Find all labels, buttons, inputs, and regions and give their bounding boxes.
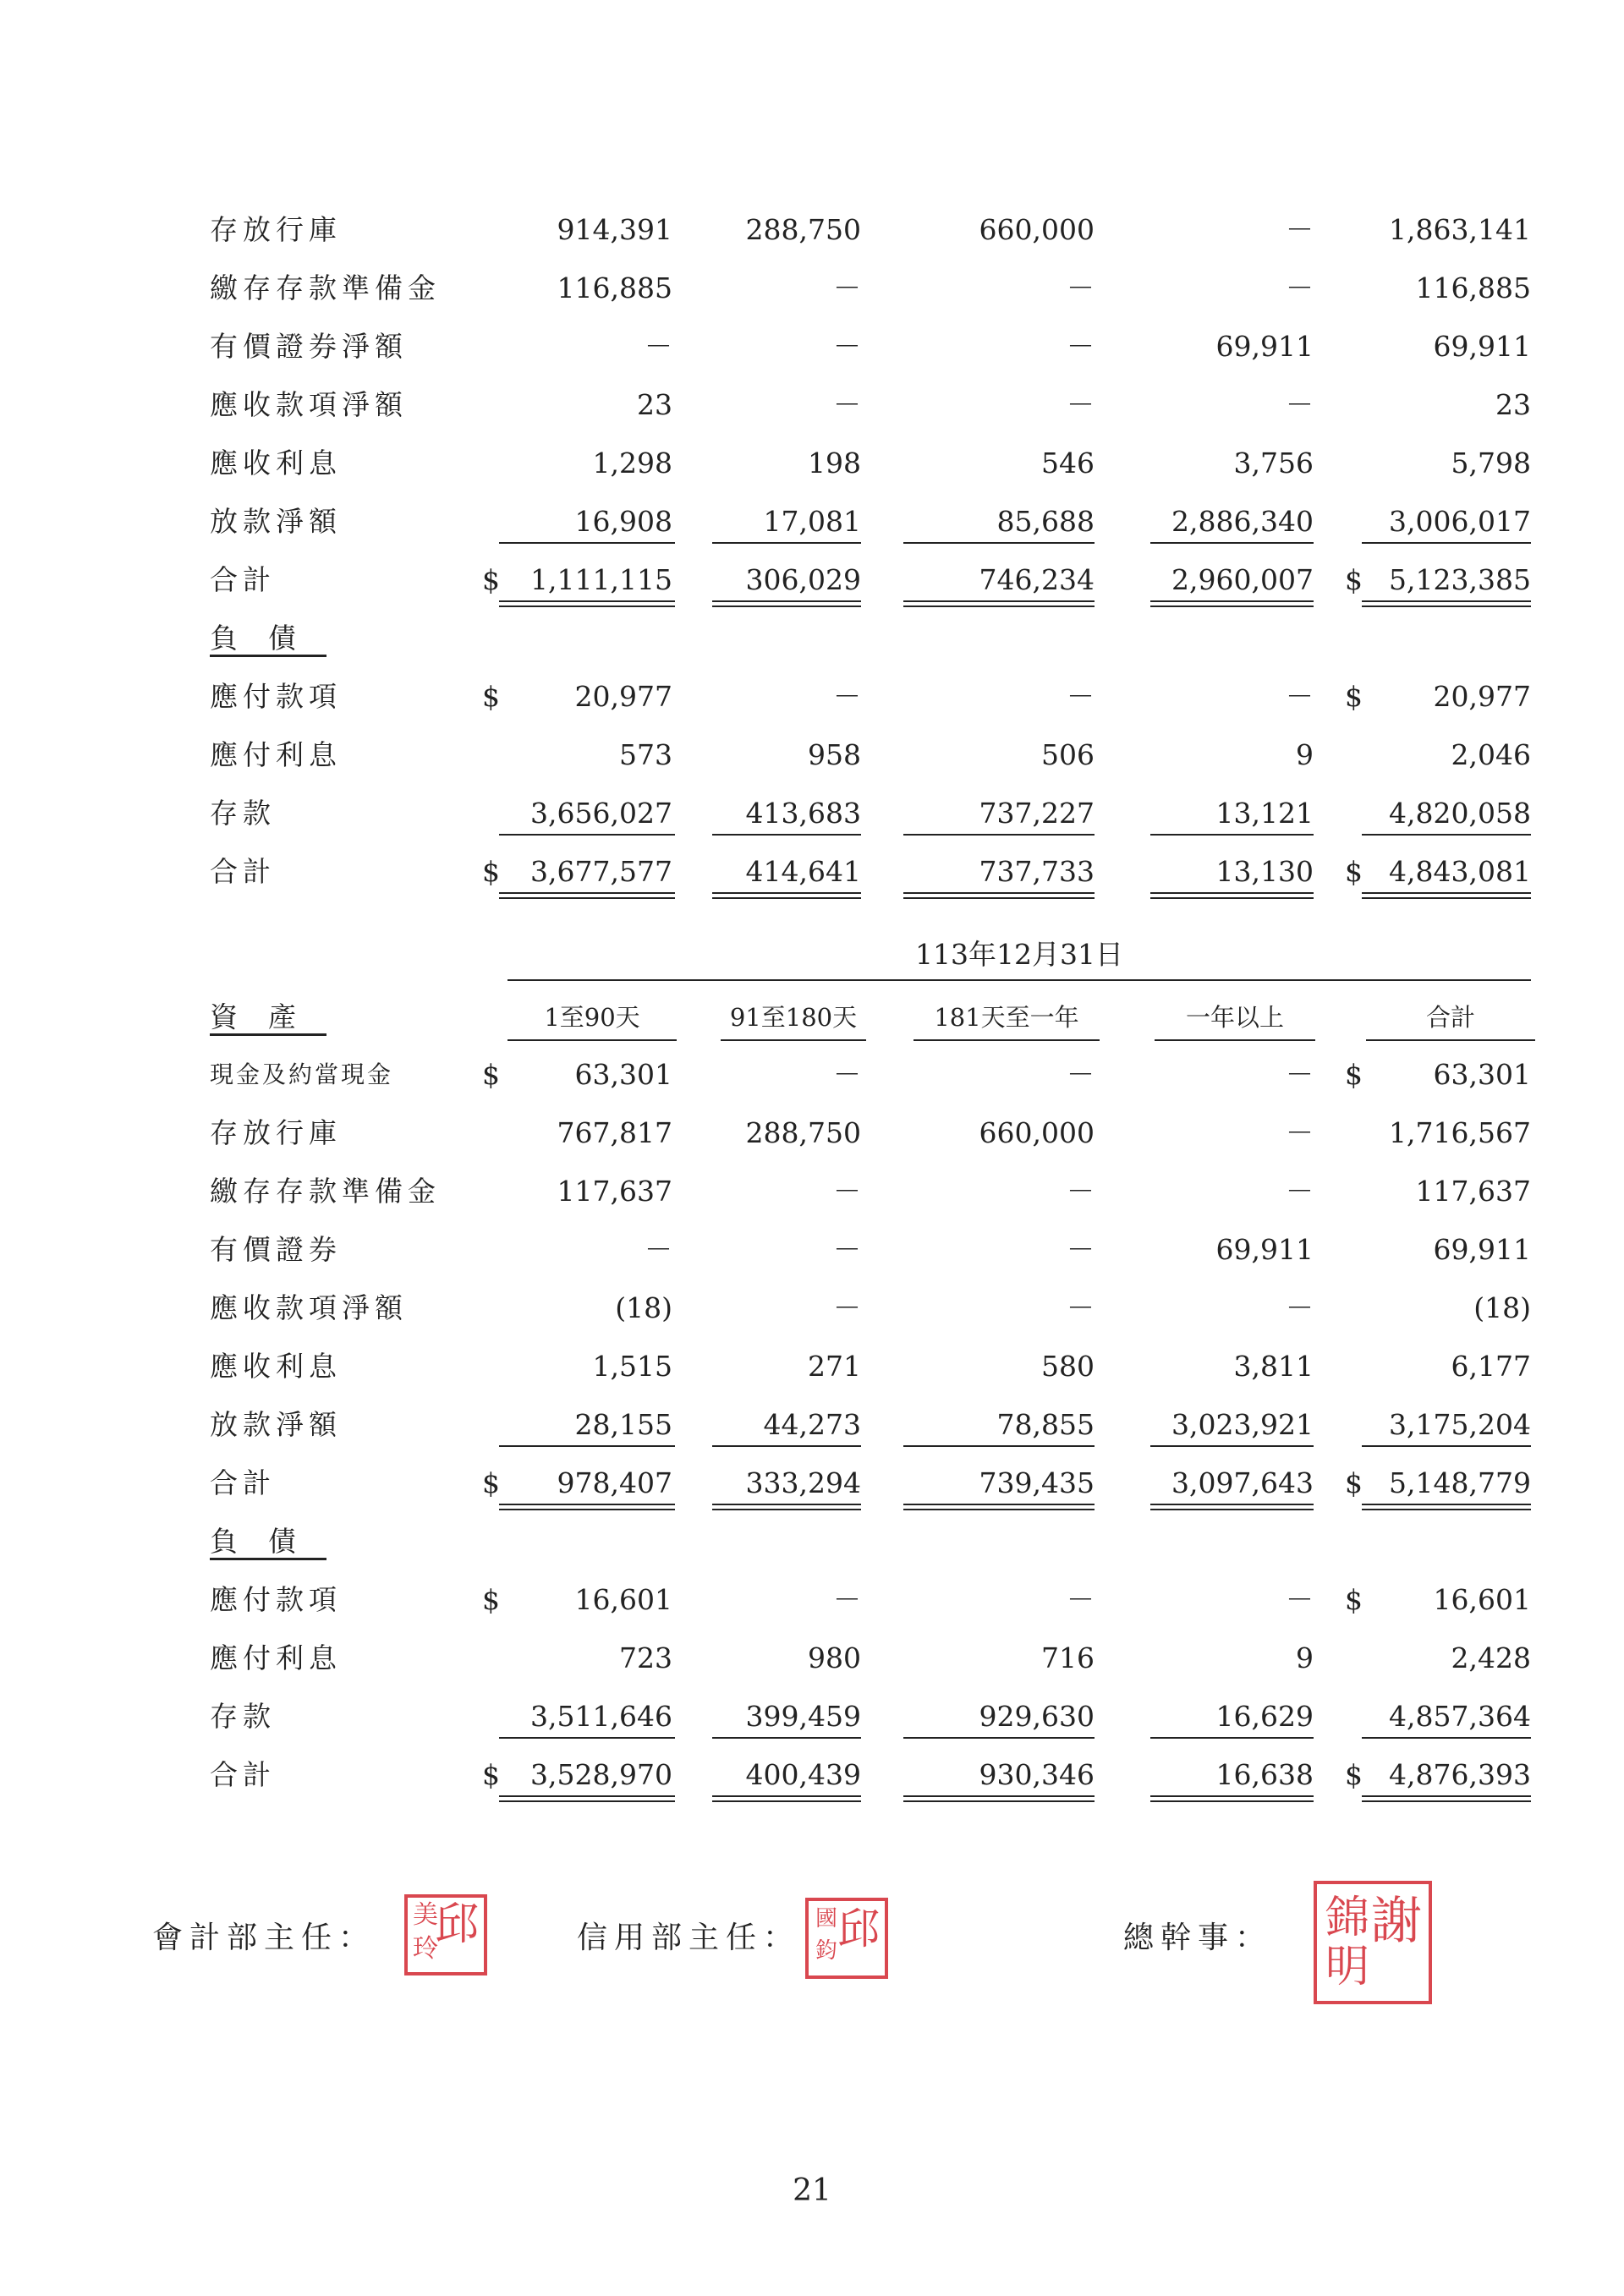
row-label: 應付款項 (210, 1583, 342, 1616)
currency-symbol: $ (1345, 1466, 1363, 1499)
value-cell-c5: 5,148,779 (1389, 1466, 1531, 1499)
value-cell-c4: 69,911 (1215, 1233, 1314, 1266)
value-cell-c2: 271 (808, 1350, 861, 1383)
table-row (0, 325, 1624, 369)
col-header-over-1yr: 一年以上 (1155, 995, 1315, 1041)
row-label: 合計 (210, 1758, 276, 1791)
value-cell-c2: 413,683 (745, 797, 861, 830)
subtotal-rule (903, 542, 1095, 544)
table-row (0, 733, 1624, 777)
table-row (0, 1053, 1624, 1097)
table-row (0, 850, 1624, 894)
total-double-rule (1362, 1504, 1531, 1510)
value-cell-c2: － (833, 330, 861, 363)
currency-symbol: $ (482, 855, 500, 888)
table-row (0, 1170, 1624, 1214)
value-cell-c1: 3,656,027 (530, 797, 672, 830)
general-manager-seal: 謝 錦 明 (1314, 1881, 1432, 2004)
currency-symbol: $ (1345, 1758, 1363, 1791)
total-double-rule (499, 1504, 675, 1510)
value-cell-c4: 16,638 (1215, 1758, 1314, 1791)
subtotal-rule (1150, 1445, 1314, 1447)
value-cell-c3: 78,855 (996, 1408, 1095, 1441)
value-cell-c4: － (1286, 213, 1314, 246)
value-cell-c2: 198 (808, 447, 861, 479)
table-row (0, 1403, 1624, 1447)
value-cell-c4: － (1286, 680, 1314, 713)
subtotal-rule (1362, 542, 1531, 544)
subtotal-rule (903, 1737, 1095, 1739)
table-row (0, 792, 1624, 836)
table-row (0, 1520, 1624, 1564)
value-cell-c4: 13,121 (1215, 797, 1314, 830)
subtotal-rule (1362, 1445, 1531, 1447)
row-label: 存放行庫 (210, 1116, 342, 1149)
section-heading: 負債 (210, 622, 326, 655)
general-manager-label: 總幹事： (1123, 1921, 1273, 1955)
value-cell-c5: 6,177 (1451, 1350, 1531, 1383)
value-cell-c4: 13,130 (1215, 855, 1314, 888)
value-cell-c4: － (1286, 1058, 1314, 1091)
value-cell-c1: 20,977 (574, 680, 672, 713)
currency-symbol: $ (1345, 855, 1363, 888)
value-cell-c1: 914,391 (557, 213, 672, 246)
total-double-rule (499, 892, 675, 899)
value-cell-c2: 958 (808, 738, 861, 771)
table-row (0, 441, 1624, 485)
value-cell-c4: 2,886,340 (1171, 505, 1314, 538)
currency-symbol: $ (1345, 563, 1363, 596)
value-cell-c4: － (1286, 388, 1314, 421)
row-label: 放款淨額 (210, 1408, 342, 1441)
value-cell-c5: 69,911 (1433, 330, 1531, 363)
table-row (0, 1111, 1624, 1155)
value-cell-c2: － (833, 1291, 861, 1324)
value-cell-c3: 737,227 (979, 797, 1095, 830)
value-cell-c1: 1,515 (592, 1350, 672, 1383)
subtotal-rule (499, 1445, 675, 1447)
value-cell-c5: 116,885 (1415, 271, 1531, 304)
value-cell-c1: 117,637 (557, 1175, 672, 1208)
table-row (0, 1578, 1624, 1622)
value-cell-c3: 737,733 (979, 855, 1095, 888)
row-label: 存款 (210, 1700, 276, 1733)
value-cell-c3: 660,000 (979, 1116, 1095, 1149)
value-cell-c4: － (1286, 1116, 1314, 1149)
row-label: 存放行庫 (210, 213, 342, 246)
value-cell-c5: 2,428 (1451, 1641, 1531, 1674)
value-cell-c1: 3,677,577 (530, 855, 672, 888)
value-cell-c4: － (1286, 1175, 1314, 1208)
col-header-1-90: 1至90天 (508, 995, 677, 1041)
table-row (0, 208, 1624, 252)
value-cell-c2: 980 (808, 1641, 861, 1674)
value-cell-c3: － (1067, 1175, 1095, 1208)
table-row (0, 383, 1624, 427)
value-cell-c1: 1,298 (592, 447, 672, 479)
subtotal-rule (1150, 542, 1314, 544)
value-cell-c2: 288,750 (745, 213, 861, 246)
subtotal-rule (499, 1737, 675, 1739)
row-label: 繳存存款準備金 (210, 271, 441, 304)
value-cell-c3: 746,234 (979, 563, 1095, 596)
value-cell-c1: 16,908 (574, 505, 672, 538)
value-cell-c1: 63,301 (574, 1058, 672, 1091)
value-cell-c2: 399,459 (745, 1700, 861, 1733)
subtotal-rule (1150, 834, 1314, 836)
currency-symbol: $ (1345, 1058, 1363, 1091)
value-cell-c3: 580 (1041, 1350, 1095, 1383)
currency-symbol: $ (482, 1058, 500, 1091)
currency-symbol: $ (482, 563, 500, 596)
value-cell-c5: 117,637 (1415, 1175, 1531, 1208)
total-double-rule (712, 1504, 861, 1510)
value-cell-c1: 573 (619, 738, 672, 771)
section-heading: 負債 (210, 1525, 326, 1558)
value-cell-c2: － (833, 388, 861, 421)
table-row (0, 1636, 1624, 1680)
row-label: 有價證券淨額 (210, 330, 408, 363)
currency-symbol: $ (482, 1466, 500, 1499)
value-cell-c5: (18) (1473, 1291, 1531, 1324)
total-double-rule (903, 1504, 1095, 1510)
total-double-rule (712, 1795, 861, 1802)
subtotal-rule (903, 1445, 1095, 1447)
value-cell-c3: 739,435 (979, 1466, 1095, 1499)
value-cell-c2: 17,081 (763, 505, 861, 538)
accounting-director-label: 會計部主任： (152, 1921, 376, 1955)
value-cell-c3: 660,000 (979, 213, 1095, 246)
column-header-row (0, 995, 1624, 1039)
value-cell-c2: － (833, 1058, 861, 1091)
table-row (0, 1461, 1624, 1505)
value-cell-c3: － (1067, 271, 1095, 304)
accounting-seal: 邱 美 玲 (404, 1894, 487, 1975)
value-cell-c4: 3,097,643 (1171, 1466, 1314, 1499)
row-label: 應收利息 (210, 447, 342, 479)
value-cell-c4: 3,811 (1233, 1350, 1314, 1383)
row-label: 繳存存款準備金 (210, 1175, 441, 1208)
value-cell-c3: － (1067, 1291, 1095, 1324)
total-double-rule (712, 892, 861, 899)
value-cell-c1: 978,407 (557, 1466, 672, 1499)
col-header-91-180: 91至180天 (721, 995, 866, 1041)
value-cell-c4: － (1286, 1583, 1314, 1616)
row-label: 合計 (210, 1466, 276, 1499)
value-cell-c1: 28,155 (574, 1408, 672, 1441)
subtotal-rule (712, 542, 861, 544)
currency-symbol: $ (1345, 1583, 1363, 1616)
value-cell-c2: 400,439 (745, 1758, 861, 1791)
value-cell-c5: 1,863,141 (1389, 213, 1531, 246)
value-cell-c4: 69,911 (1215, 330, 1314, 363)
subtotal-rule (712, 1445, 861, 1447)
value-cell-c3: 85,688 (996, 505, 1095, 538)
value-cell-c4: 9 (1296, 738, 1314, 771)
period-date: 113年12月31日 (915, 938, 1123, 971)
total-double-rule (903, 1795, 1095, 1802)
value-cell-c1: 767,817 (557, 1116, 672, 1149)
col-header-total: 合計 (1366, 995, 1535, 1041)
total-double-rule (499, 1795, 675, 1802)
value-cell-c4: 3,023,921 (1171, 1408, 1314, 1441)
row-label: 應付利息 (210, 738, 342, 771)
table-row (0, 675, 1624, 719)
value-cell-c5: 3,006,017 (1389, 505, 1531, 538)
total-double-rule (1150, 1504, 1314, 1510)
row-label: 應付利息 (210, 1641, 342, 1674)
currency-symbol: $ (482, 1758, 500, 1791)
total-double-rule (903, 892, 1095, 899)
total-double-rule (1150, 1795, 1314, 1802)
table-row (0, 1228, 1624, 1272)
value-cell-c1: － (645, 1233, 672, 1266)
page-number: 21 (793, 2173, 831, 2208)
value-cell-c3: － (1067, 388, 1095, 421)
table-row (0, 500, 1624, 544)
subtotal-rule (903, 834, 1095, 836)
total-double-rule (1362, 892, 1531, 899)
value-cell-c5: 23 (1495, 388, 1531, 421)
table-row (0, 1286, 1624, 1330)
row-label: 放款淨額 (210, 505, 342, 538)
value-cell-c4: 9 (1296, 1641, 1314, 1674)
row-label: 應收款項淨額 (210, 1291, 408, 1324)
value-cell-c5: 4,843,081 (1389, 855, 1531, 888)
value-cell-c3: 930,346 (979, 1758, 1095, 1791)
value-cell-c4: 16,629 (1215, 1700, 1314, 1733)
assets-heading: 資產 (210, 1000, 326, 1033)
table-row (0, 266, 1624, 310)
value-cell-c5: 5,123,385 (1389, 563, 1531, 596)
total-double-rule (1362, 1795, 1531, 1802)
value-cell-c5: 16,601 (1433, 1583, 1531, 1616)
total-double-rule (1150, 600, 1314, 607)
value-cell-c5: 4,857,364 (1389, 1700, 1531, 1733)
value-cell-c1: (18) (615, 1291, 672, 1324)
value-cell-c2: － (833, 1233, 861, 1266)
value-cell-c3: 506 (1041, 738, 1095, 771)
total-double-rule (1150, 892, 1314, 899)
table-row (0, 1753, 1624, 1797)
subtotal-rule (499, 542, 675, 544)
total-double-rule (499, 600, 675, 607)
value-cell-c2: 414,641 (745, 855, 861, 888)
subtotal-rule (1362, 1737, 1531, 1739)
value-cell-c3: 546 (1041, 447, 1095, 479)
subtotal-rule (712, 834, 861, 836)
value-cell-c1: 16,601 (574, 1583, 672, 1616)
value-cell-c4: 2,960,007 (1171, 563, 1314, 596)
value-cell-c5: 2,046 (1451, 738, 1531, 771)
row-label: 應付款項 (210, 680, 342, 713)
total-double-rule (903, 600, 1095, 607)
value-cell-c3: － (1067, 1058, 1095, 1091)
value-cell-c1: － (645, 330, 672, 363)
value-cell-c3: － (1067, 1233, 1095, 1266)
value-cell-c5: 5,798 (1451, 447, 1531, 479)
value-cell-c2: － (833, 680, 861, 713)
subtotal-rule (499, 834, 675, 836)
value-cell-c1: 23 (637, 388, 672, 421)
row-label: 應收利息 (210, 1350, 342, 1383)
subtotal-rule (712, 1737, 861, 1739)
value-cell-c2: － (833, 1175, 861, 1208)
value-cell-c3: 716 (1041, 1641, 1095, 1674)
total-double-rule (712, 600, 861, 607)
table-row (0, 1695, 1624, 1739)
row-label: 合計 (210, 855, 276, 888)
value-cell-c3: － (1067, 1583, 1095, 1616)
currency-symbol: $ (482, 1583, 500, 1616)
value-cell-c1: 723 (619, 1641, 672, 1674)
value-cell-c3: 929,630 (979, 1700, 1095, 1733)
row-label: 存款 (210, 797, 276, 830)
currency-symbol: $ (1345, 680, 1363, 713)
subtotal-rule (1150, 1737, 1314, 1739)
value-cell-c2: 44,273 (763, 1408, 861, 1441)
credit-seal: 邱 國 鈞 (805, 1898, 888, 1979)
col-header-181-1yr: 181天至一年 (914, 995, 1100, 1041)
value-cell-c5: 69,911 (1433, 1233, 1531, 1266)
subtotal-rule (1362, 834, 1531, 836)
value-cell-c4: － (1286, 1291, 1314, 1324)
value-cell-c4: － (1286, 271, 1314, 304)
value-cell-c5: 4,876,393 (1389, 1758, 1531, 1791)
value-cell-c5: 63,301 (1433, 1058, 1531, 1091)
row-label: 有價證券 (210, 1233, 342, 1266)
currency-symbol: $ (482, 680, 500, 713)
value-cell-c1: 116,885 (557, 271, 672, 304)
value-cell-c2: 288,750 (745, 1116, 861, 1149)
row-label: 合計 (210, 563, 276, 596)
row-label: 應收款項淨額 (210, 388, 408, 421)
value-cell-c3: － (1067, 330, 1095, 363)
total-double-rule (1362, 600, 1531, 607)
value-cell-c2: － (833, 271, 861, 304)
table-row (0, 558, 1624, 602)
date-rule (508, 979, 1531, 981)
value-cell-c1: 3,511,646 (530, 1700, 672, 1733)
value-cell-c5: 4,820,058 (1389, 797, 1531, 830)
value-cell-c1: 1,111,115 (530, 563, 672, 596)
credit-director-label: 信用部主任： (577, 1921, 801, 1955)
value-cell-c1: 3,528,970 (530, 1758, 672, 1791)
row-label: 現金及約當現金 (210, 1060, 394, 1088)
value-cell-c5: 20,977 (1433, 680, 1531, 713)
value-cell-c2: － (833, 1583, 861, 1616)
value-cell-c3: － (1067, 680, 1095, 713)
value-cell-c2: 306,029 (745, 563, 861, 596)
value-cell-c2: 333,294 (745, 1466, 861, 1499)
value-cell-c5: 3,175,204 (1389, 1408, 1531, 1441)
value-cell-c4: 3,756 (1233, 447, 1314, 479)
value-cell-c5: 1,716,567 (1389, 1116, 1531, 1149)
table-row (0, 1345, 1624, 1389)
table-row (0, 616, 1624, 660)
